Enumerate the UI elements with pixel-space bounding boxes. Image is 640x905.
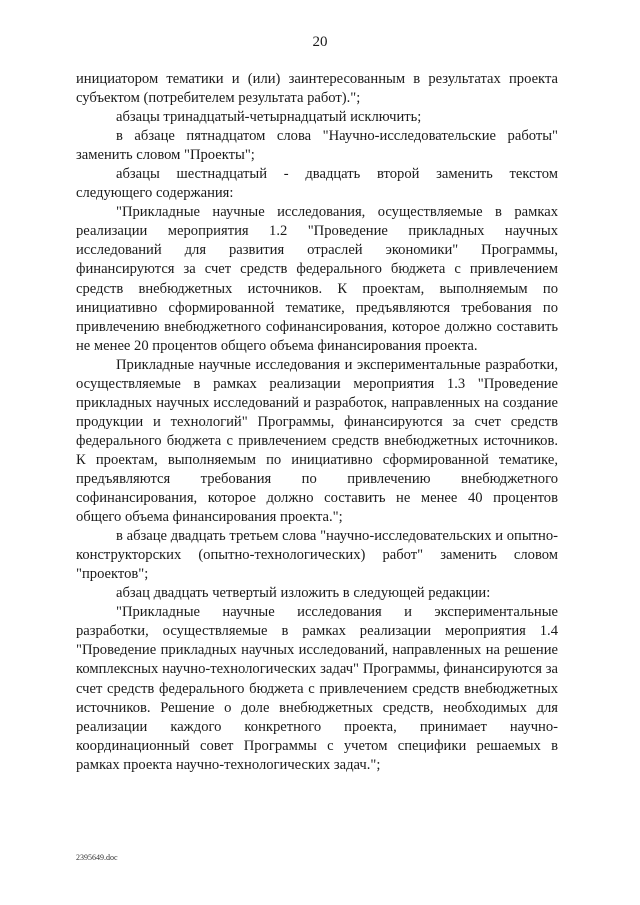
- document-body: [76, 70, 558, 775]
- paragraph-measure-1-3: Прикладные научные исследования и экспериментальные разработки, осуществляемые в рамках реализации мероприятия 1.3 "Проведение прикладных научных исследований и разработок, направленных на создание продукции и технологий" Программы, финансируются за счет средств федерального бюджета с привлечением средств внебюджетных источников. К проектам, выполняемым по инициативно сформированной тематике, предъявляются требования по привлечению внебюджетного софинансирования, которое должно составить не менее 40 процентов общего объема финансирования проекта.";: [76, 356, 558, 526]
- paragraph-measure-1-2: "Прикладные научные исследования, осуществляемые в рамках реализации мероприятия 1.2 "Проведение прикладных научных исследований для развития отраслей экономики" Программы, финансируются за счет средств федерального бюджета с привлечением средств внебюджетных источников. К проектам, выполняемым по инициативно сформированной тематике, предъявляются требования по привлечению внебюджетного софинансирования, которое должно составить не менее 20 процентов общего объема финансирования проекта.: [76, 204, 558, 354]
- paragraph-23-replace: в абзаце двадцать третьем слова "научно-исследовательских и опытно-конструкторских (опытно-технологических) работ" заменить словом "проектов";: [76, 528, 558, 583]
- paragraph-16-22-replace: абзацы шестнадцатый - двадцать второй заменить текстом следующего содержания:: [76, 166, 558, 202]
- paragraph-exclude-13-14: абзацы тринадцатый-четырнадцатый исключить;: [116, 109, 422, 126]
- paragraph-15-replace: в абзаце пятнадцатом слова "Научно-исследовательские работы" заменить словом "Проекты";: [76, 128, 558, 164]
- paragraph-continuation: инициатором тематики и (или) заинтересованным в результатах проекта субъектом (потребителем результата работ).";: [76, 71, 558, 107]
- paragraph-24-intro: абзац двадцать четвертый изложить в следующей редакции:: [116, 585, 491, 602]
- paragraph-measure-1-4: "Прикладные научные исследования и экспериментальные разработки, осуществляемые в рамках реализации мероприятия 1.4 "Проведение прикладных научных исследований, направленных на решение комплексных научно-технологических задач" Программы, финансируются за счет средств федерального бюджета с привлечением средств внебюджетных источников. Решение о доле внебюджетных средств, необходимых для реализации каждого конкретного проекта, принимает научно-координационный совет Программы с учетом специфики решаемых в рамках проекта научно-технологических задач.";: [76, 604, 558, 773]
- footer-file-code: 2395649.doc: [76, 853, 118, 862]
- page-number: 20: [312, 34, 328, 50]
